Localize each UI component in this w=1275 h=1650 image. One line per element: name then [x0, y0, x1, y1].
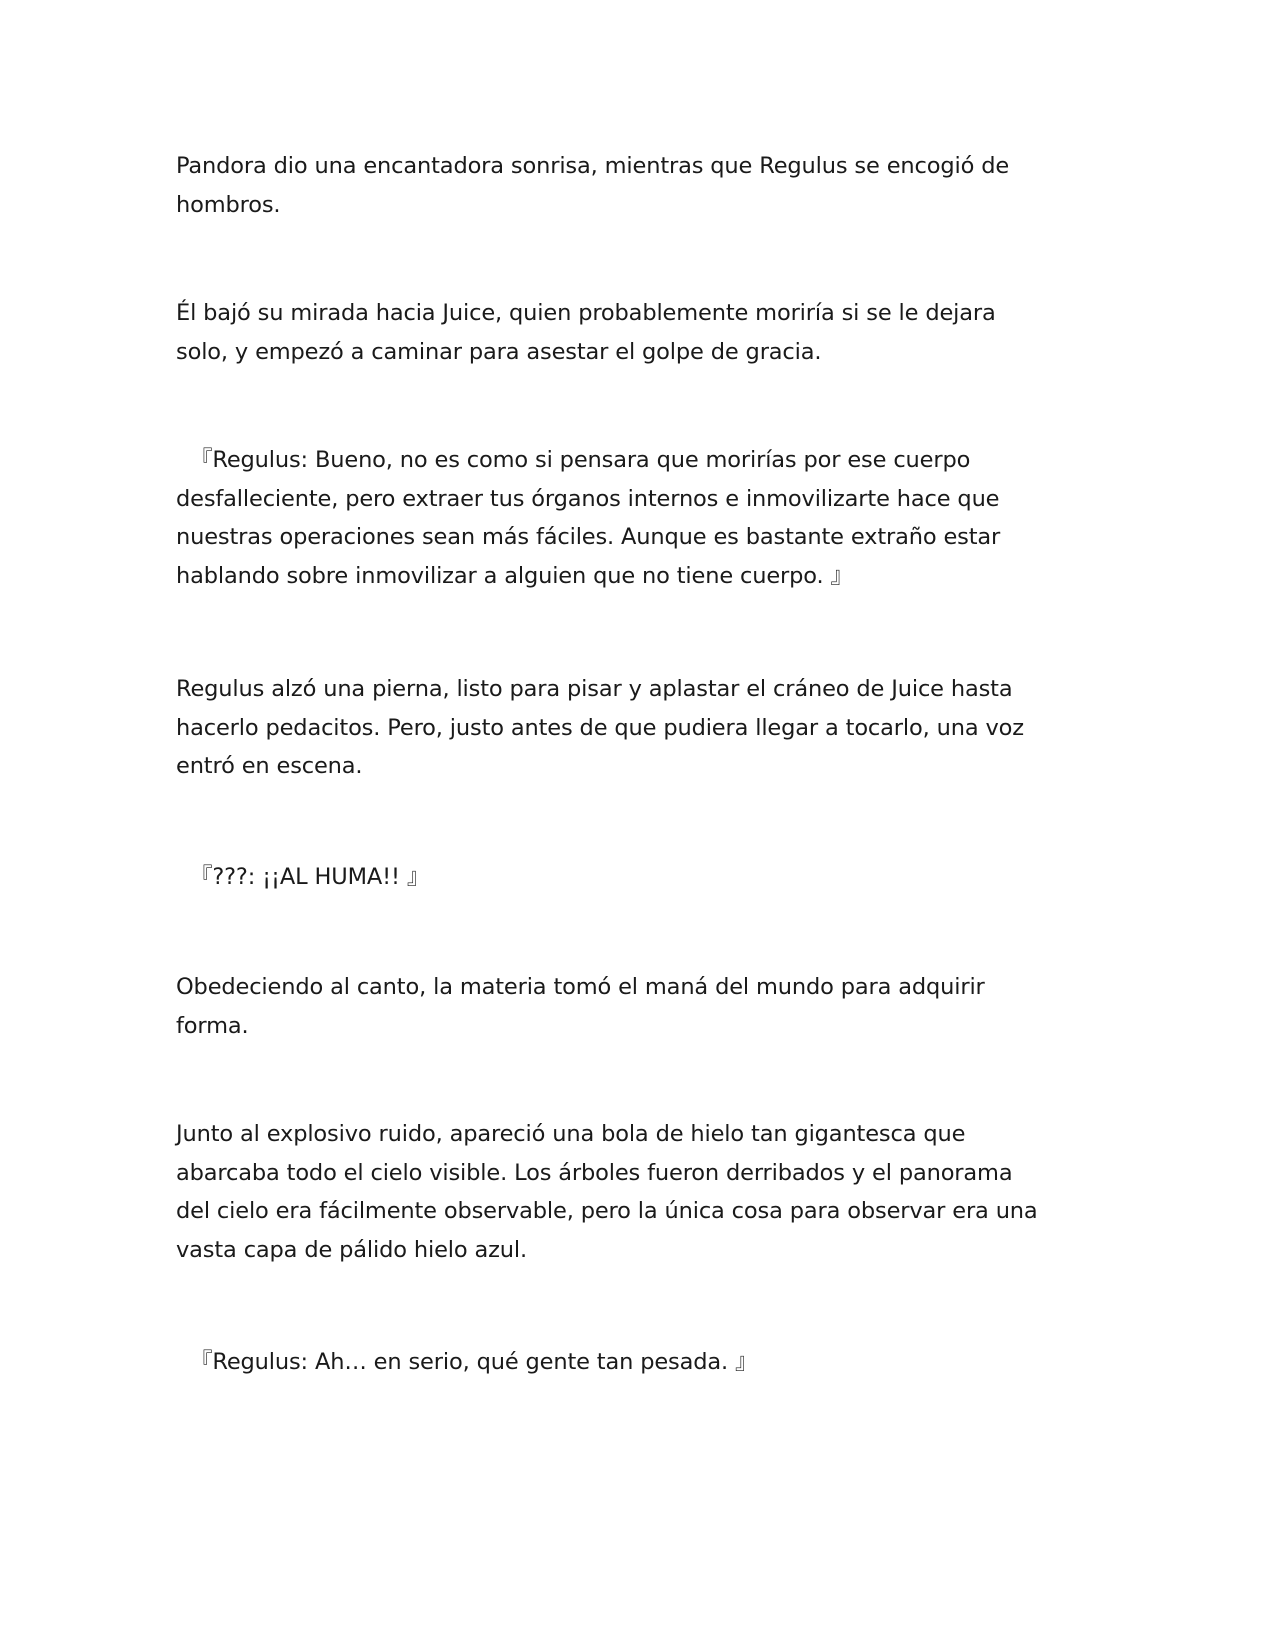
text-line: vasta capa de pálido hielo azul.: [176, 1237, 528, 1264]
paragraph-narration: [176, 670, 1096, 786]
text-line: 『???: ¡¡AL HUMA!! 』: [190, 864, 430, 890]
text-line: hablando sobre inmovilizar a alguien que no tiene cuerpo. 』: [176, 563, 853, 590]
text-line: entró en escena.: [176, 753, 363, 780]
text-line: Pandora dio una encantadora sonrisa, mientras que Regulus se encogió de: [176, 153, 1010, 179]
paragraph-dialogue: [176, 1343, 1096, 1382]
text-line: hacerlo pedacitos. Pero, justo antes de que pudiera llegar a tocarlo, una voz: [176, 714, 1024, 741]
paragraph-dialogue: [176, 441, 1096, 596]
text-line: 『Regulus: Ah… en serio, qué gente tan pesada. 』: [190, 1349, 758, 1375]
text-line: abarcaba todo el cielo visible. Los árboles fueron derribados y el panorama: [176, 1159, 1013, 1186]
text-line: Él bajó su mirada hacia Juice, quien probablemente moriría si se le dejara: [176, 300, 996, 326]
text-line: del cielo era fácilmente observable, pero la única cosa para observar era una: [176, 1198, 1038, 1225]
text-line: Regulus alzó una pierna, listo para pisar y aplastar el cráneo de Juice hasta: [176, 676, 1013, 702]
text-line: forma.: [176, 1012, 249, 1039]
text-line: solo, y empezó a caminar para asestar el golpe de gracia.: [176, 338, 822, 365]
paragraph-narration: [176, 1115, 1096, 1270]
text-line: Junto al explosivo ruido, apareció una bola de hielo tan gigantesca que: [176, 1121, 966, 1147]
text-line: Obedeciendo al canto, la materia tomó el maná del mundo para adquirir: [176, 974, 985, 1000]
paragraph-dialogue: [176, 858, 1096, 897]
text-line: desfalleciente, pero extraer tus órganos internos e inmovilizarte hace que: [176, 485, 1000, 512]
paragraph-narration: [176, 968, 1096, 1045]
paragraph-narration: [176, 294, 1096, 371]
text-line: 『Regulus: Bueno, no es como si pensara que morirías por ese cuerpo: [190, 447, 971, 473]
text-line: nuestras operaciones sean más fáciles. Aunque es bastante extraño estar: [176, 524, 1001, 551]
paragraph-narration: [176, 147, 1096, 224]
text-line: hombros.: [176, 191, 281, 218]
